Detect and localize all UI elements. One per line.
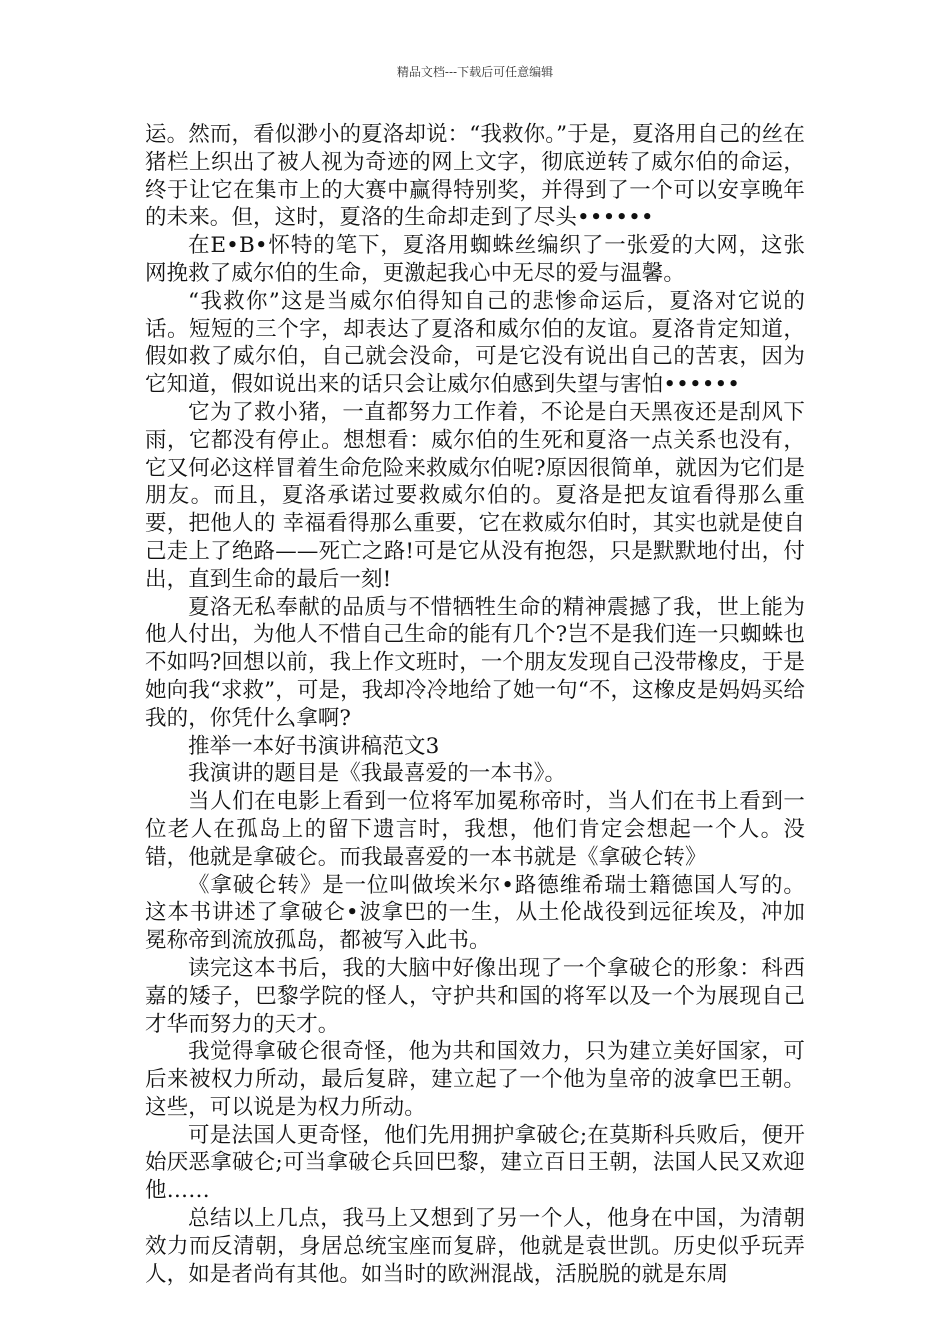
paragraph-1: 运。然而，看似渺小的夏洛却说：“我救你。”于是，夏洛用自己的丝在猪栏上织出了被人视为奇迹的网上文字，彻底逆转了威尔伯的命运，终于让它在集市上的大赛中赢得特别奖，并得到了一个可以安享晚年的未来。但，这时，夏洛的生命却走到了尽头•••••• [145,122,805,231]
paragraph-9: 《拿破仑转》是一位叫做埃米尔•路德维希瑞士籍德国人写的。这本书讲述了拿破仑•波拿巴的一生，从土伦战役到远征埃及，冲加冕称帝到流放孤岛，都被写入此书。 [145,872,805,954]
paragraph-12: 可是法国人更奇怪，他们先用拥护拿破仑;在莫斯科兵败后，便开始厌恶拿破仑;可当拿破仑兵回巴黎，建立百日王朝，法国人民又欢迎他…… [145,1122,805,1204]
paragraph-4: 它为了救小猪，一直都努力工作着，不论是白天黑夜还是刮风下雨，它都没有停止。想想看：威尔伯的生死和夏洛一点关系也没有，它又何必这样冒着生命危险来救威尔伯呢?原因很简单，就因为它们是朋友。而且，夏洛承诺过要救威尔伯的。夏洛是把友谊看得那么重要，把他人的 幸福看得那么重要，它在救威尔伯时，其实也就是使自己走上了绝路——死亡之路!可是它从没有抱怨，只是默默地付出，付出，直到生命的最后一刻! [145,399,805,592]
paragraph-2: 在E•B•怀特的笔下，夏洛用蜘蛛丝编织了一张爱的大网，这张网挽救了威尔伯的生命，更激起我心中无尽的爱与温馨。 [145,233,805,286]
paragraph-5: 夏洛无私奉献的品质与不惜牺牲生命的精神震撼了我，世上能为他人付出，为他人不惜自己生命的能有几个?岂不是我们连一只蜘蛛也不如吗?回想以前，我上作文班时，一个朋友发现自己没带橡皮，于是她向我“求救”，可是，我却冷冷地给了她一句“不，这橡皮是妈妈买给我的，你凭什么拿啊? [145,594,805,731]
paragraph-10: 读完这本书后，我的大脑中好像出现了一个拿破仑的形象：科西嘉的矮子，巴黎学院的怪人，守护共和国的将军以及一个为展现自己才华而努力的天才。 [145,955,805,1037]
paragraph-13: 总结以上几点，我马上又想到了另一个人，他身在中国，为清朝效力而反清朝，身居总统宝座而复辟，他就是袁世凯。历史似乎玩弄人，如是者尚有其他。如当时的欧洲混战，活脱脱的就是东周 [145,1206,805,1287]
paragraph-3: “我救你”这是当威尔伯得知自己的悲惨命运后，夏洛对它说的话。短短的三个字，却表达了夏洛和威尔伯的友谊。夏洛肯定知道，假如救了威尔伯，自己就会没命，可是它没有说出自己的苦衷，因为它知道，假如说出来的话只会让威尔伯感到失望与害怕•••••• [145,288,805,398]
paragraph-11: 我觉得拿破仑很奇怪，他为共和国效力，只为建立美好国家，可后来被权力所动，最后复辟，建立起了一个他为皇帝的波拿巴王朝。这些，可以说是为权力所动。 [145,1039,805,1120]
paragraph-7: 我演讲的题目是《我最喜爱的一本书》。 [188,761,567,787]
paragraph-8: 当人们在电影上看到一位将军加冕称帝时，当人们在书上看到一位老人在孤岛上的留下遗言时，我想，他们肯定会想起一个人。没错，他就是拿破仑。而我最喜爱的一本书就是《拿破仑转》 [145,789,805,870]
document-body [145,121,805,1288]
page-header: 精品文档---下载后可任意编辑 [396,65,554,79]
section-heading: 推举一本好书演讲稿范文3 [188,733,440,759]
